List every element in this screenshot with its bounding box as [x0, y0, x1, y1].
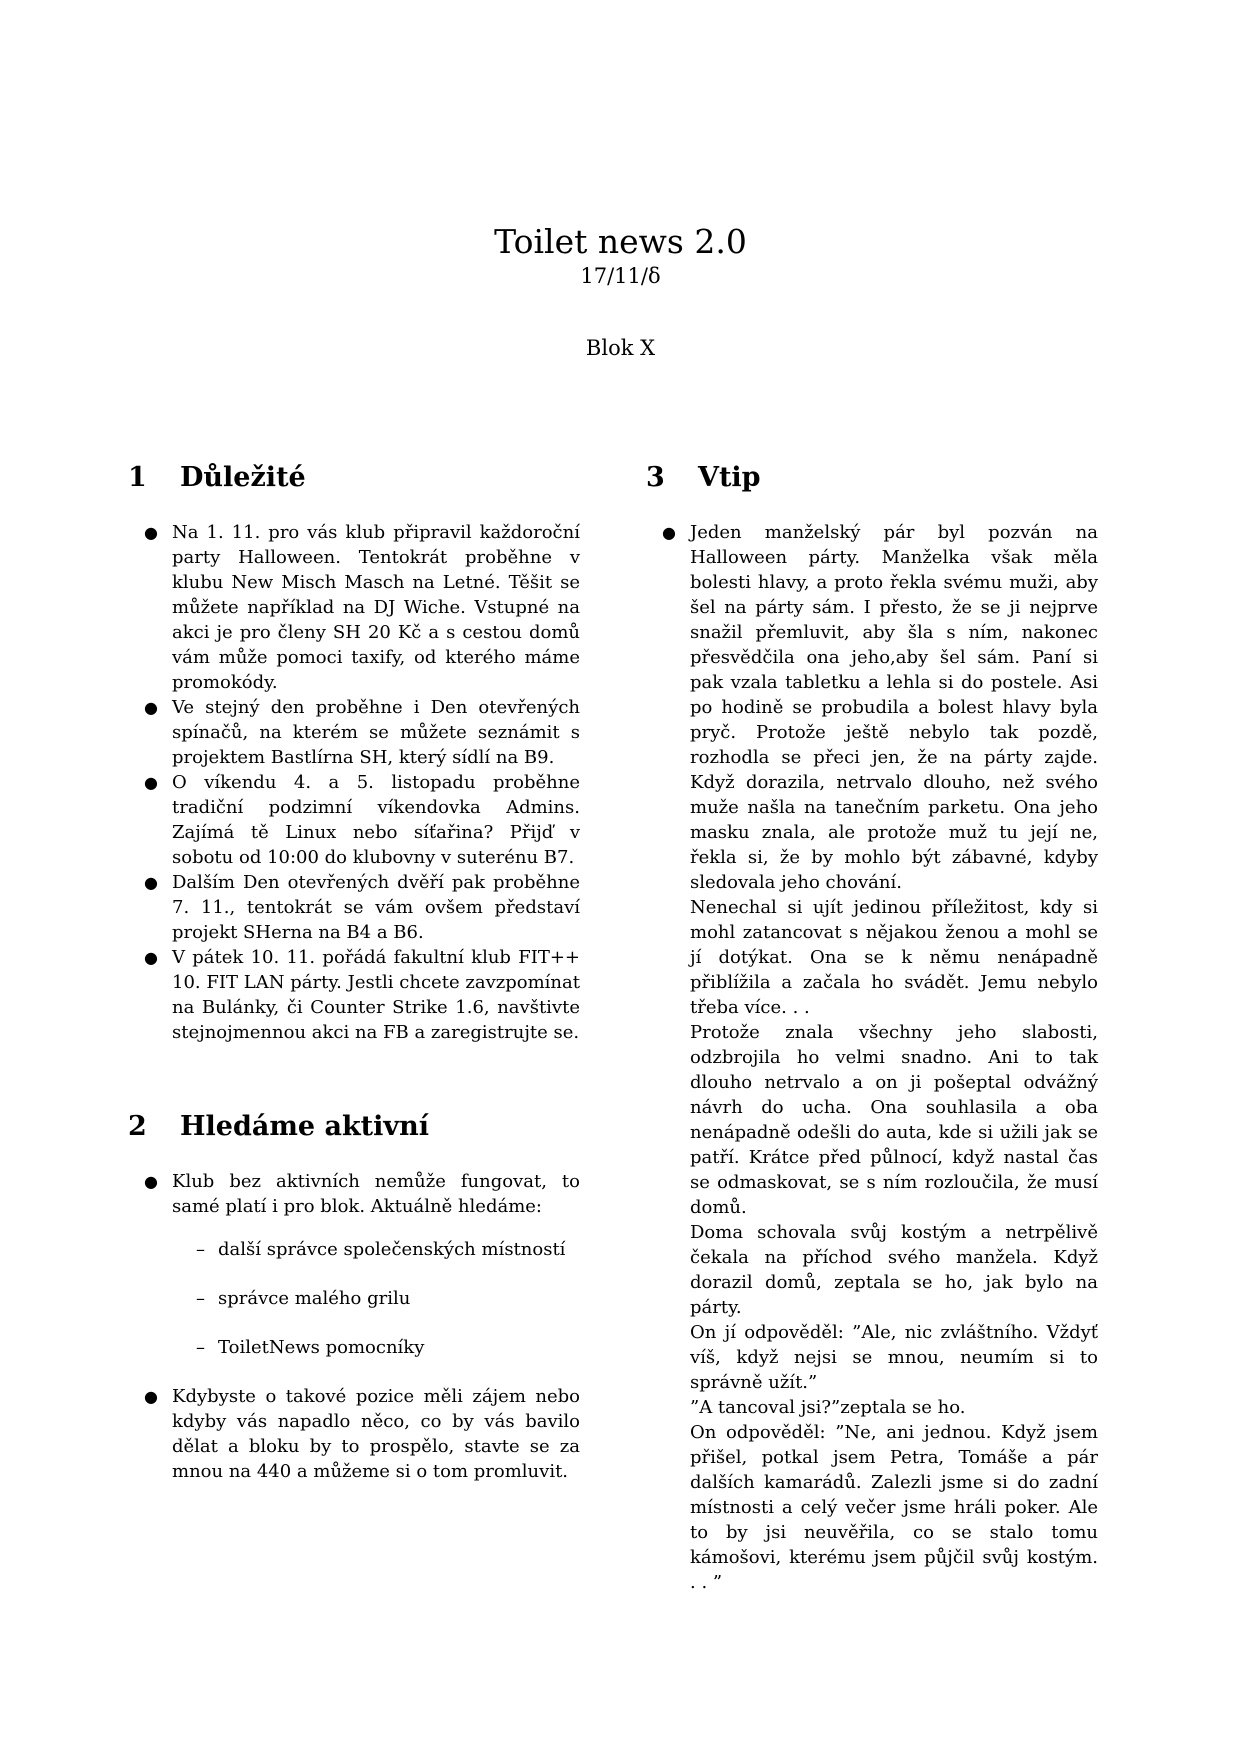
bullet-icon: ●: [144, 698, 158, 717]
joke-paragraph: On jí odpověděl: ”Ale, nic zvláštního. Vždyť víš, když nejsi se mnou, neumím si to správně užít.”: [690, 1322, 1098, 1393]
important-list: [130, 520, 580, 1045]
list-item: ● O víkendu 4. a 5. listopadu proběhne tradiční podzimní víkendovka Admins. Zajímá tě Linux nebo síťařina? Přijď v sobotu od 10:00 do klubovny v suterénu B7.: [144, 772, 580, 868]
section-number: 2: [128, 1111, 147, 1142]
list-item: ● Ve stejný den proběhne i Den otevřených spínačů, na kterém se můžete seznámit s projektem Bastlírna SH, který sídlí na B9.: [144, 697, 580, 768]
left-column: [130, 460, 580, 1484]
section-title: Hledáme aktivní: [180, 1111, 429, 1142]
list-item: ● Dalším Den otevřených dvěří pak proběhne 7. 11., tentokrát se vám ovšem představí projekt SHerna na B4 a B6.: [144, 872, 580, 943]
list-item: ● Na 1. 11. pro vás klub připravil každoroční party Halloween. Tentokrát proběhne v klubu New Misch Masch na Letné. Těšit se můžete například na DJ Wiche. Vstupné na akci je pro členy SH 20 Kč a s cestou domů vám může pomoci taxify, od kterého máme promokódy.: [144, 522, 580, 693]
document-author: Blok X: [585, 336, 656, 360]
list-item: [648, 520, 1098, 1595]
section-heading-important: [130, 460, 580, 496]
section-number: 1: [128, 462, 147, 493]
section-title: Důležité: [180, 462, 306, 493]
dash-icon: –: [196, 1239, 205, 1260]
bullet-icon: ●: [144, 773, 158, 792]
positions-sublist: [172, 1237, 580, 1360]
joke-paragraph: Doma schovala svůj kostým a netrpělivě čekala na příchod svého manžela. Když dorazil domů, zeptala se ho, jak bylo na párty.: [690, 1222, 1098, 1318]
sublist-item: – další správce společenských místností: [196, 1239, 566, 1260]
bullet-icon: ●: [144, 873, 158, 892]
joke-paragraph: Nenechal si ujít jedinou příležitost, kdy si mohl zatancovat s nějakou ženou a mohl se jí dotýkat. Ona se k němu nenápadně přiblížila a začala ho svádět. Jemu nebylo třeba více. . .: [690, 897, 1098, 1018]
document-date: 17/11/δ: [580, 264, 661, 288]
joke-paragraph: Jeden manželský pár byl pozván na Halloween párty. Manželka však měla bolesti hlavy, a proto řekla svému muži, aby šel na párty sám. I přesto, že se ji nejprve snažil přemluvit, aby šla s ním, nakonec přesvědčila ona jeho,aby šel sám. Paní si pak vzala tabletku a lehla si do postele. Asi po hodině se probudila a bolest hlavy byla pryč. Protože ještě nebylo tak pozdě, rozhodla se přeci jen, že na párty zajde. Když dorazila, netrvalo dlouho, než svého muže našla na tanečním parketu. Ona jeho masku znala, ale protože muž tu její ne, řekla si, že by mohlo být zábavné, kdyby sledovala jeho chování.: [690, 522, 1098, 893]
section-heading-joke: [648, 460, 1098, 496]
dash-icon: –: [196, 1337, 205, 1358]
joke-paragraph: ”A tancoval jsi?”zeptala se ho.: [690, 1397, 966, 1418]
document-title: Toilet news 2.0: [494, 222, 747, 261]
dash-icon: –: [196, 1288, 205, 1309]
bullet-icon: ●: [144, 1172, 158, 1191]
bullet-icon: ●: [144, 948, 158, 967]
sublist-item: – ToiletNews pomocníky: [196, 1337, 425, 1358]
bullet-icon: ●: [662, 523, 676, 542]
section-heading-looking-for: [130, 1109, 580, 1145]
list-item: ● Klub bez aktivních nemůže fungovat, to samé platí i pro blok. Aktuálně hledáme: – další správce společenských místností – správce malého grilu – ToiletNews pomocníky: [144, 1171, 580, 1358]
section-title: Vtip: [698, 462, 761, 493]
bullet-icon: ●: [144, 523, 158, 542]
list-item: ● V pátek 10. 11. pořádá fakultní klub FIT++ 10. FIT LAN párty. Jestli chcete zavzpomínat na Bulánky, či Counter Strike 1.6, navštivte stejnojmennou akci na FB a zaregistrujte se.: [144, 947, 580, 1043]
joke-paragraph: On odpověděl: ”Ne, ani jednou. Když jsem přišel, potkal jsem Petra, Tomáše a pár dalších kamarádů. Zalezli jsme si do zadní místnosti a celý večer jsme hráli poker. Ale to by jsi neuvěřila, co se stalo tomu kámošovi, kterému jsem půjčil svůj kostým. . . ”: [690, 1422, 1098, 1593]
list-item: ● Kdybyste o takové pozice měli zájem nebo kdyby vás napadlo něco, co by vás bavilo dělat a bloku by to prospělo, stavte se za mnou na 440 a můžeme si o tom promluvit.: [144, 1386, 580, 1482]
bullet-icon: ●: [144, 1387, 158, 1406]
section-number: 3: [646, 462, 665, 493]
joke-list: [648, 520, 1098, 1595]
sublist-item: – správce malého grilu: [196, 1288, 411, 1309]
joke-paragraph: Protože znala všechny jeho slabosti, odzbrojila ho velmi snadno. Ani to tak dlouho netrvalo a on ji pošeptal odvážný návrh do ucha. Ona souhlasila a oba nenápadně odešli do auta, kde si užili jak se patří. Krátce před půlnocí, když nastal čas se odmaskovat, se s ním rozloučila, že musí domů.: [690, 1022, 1098, 1218]
right-column: [648, 460, 1098, 1595]
looking-for-list: [130, 1169, 580, 1484]
